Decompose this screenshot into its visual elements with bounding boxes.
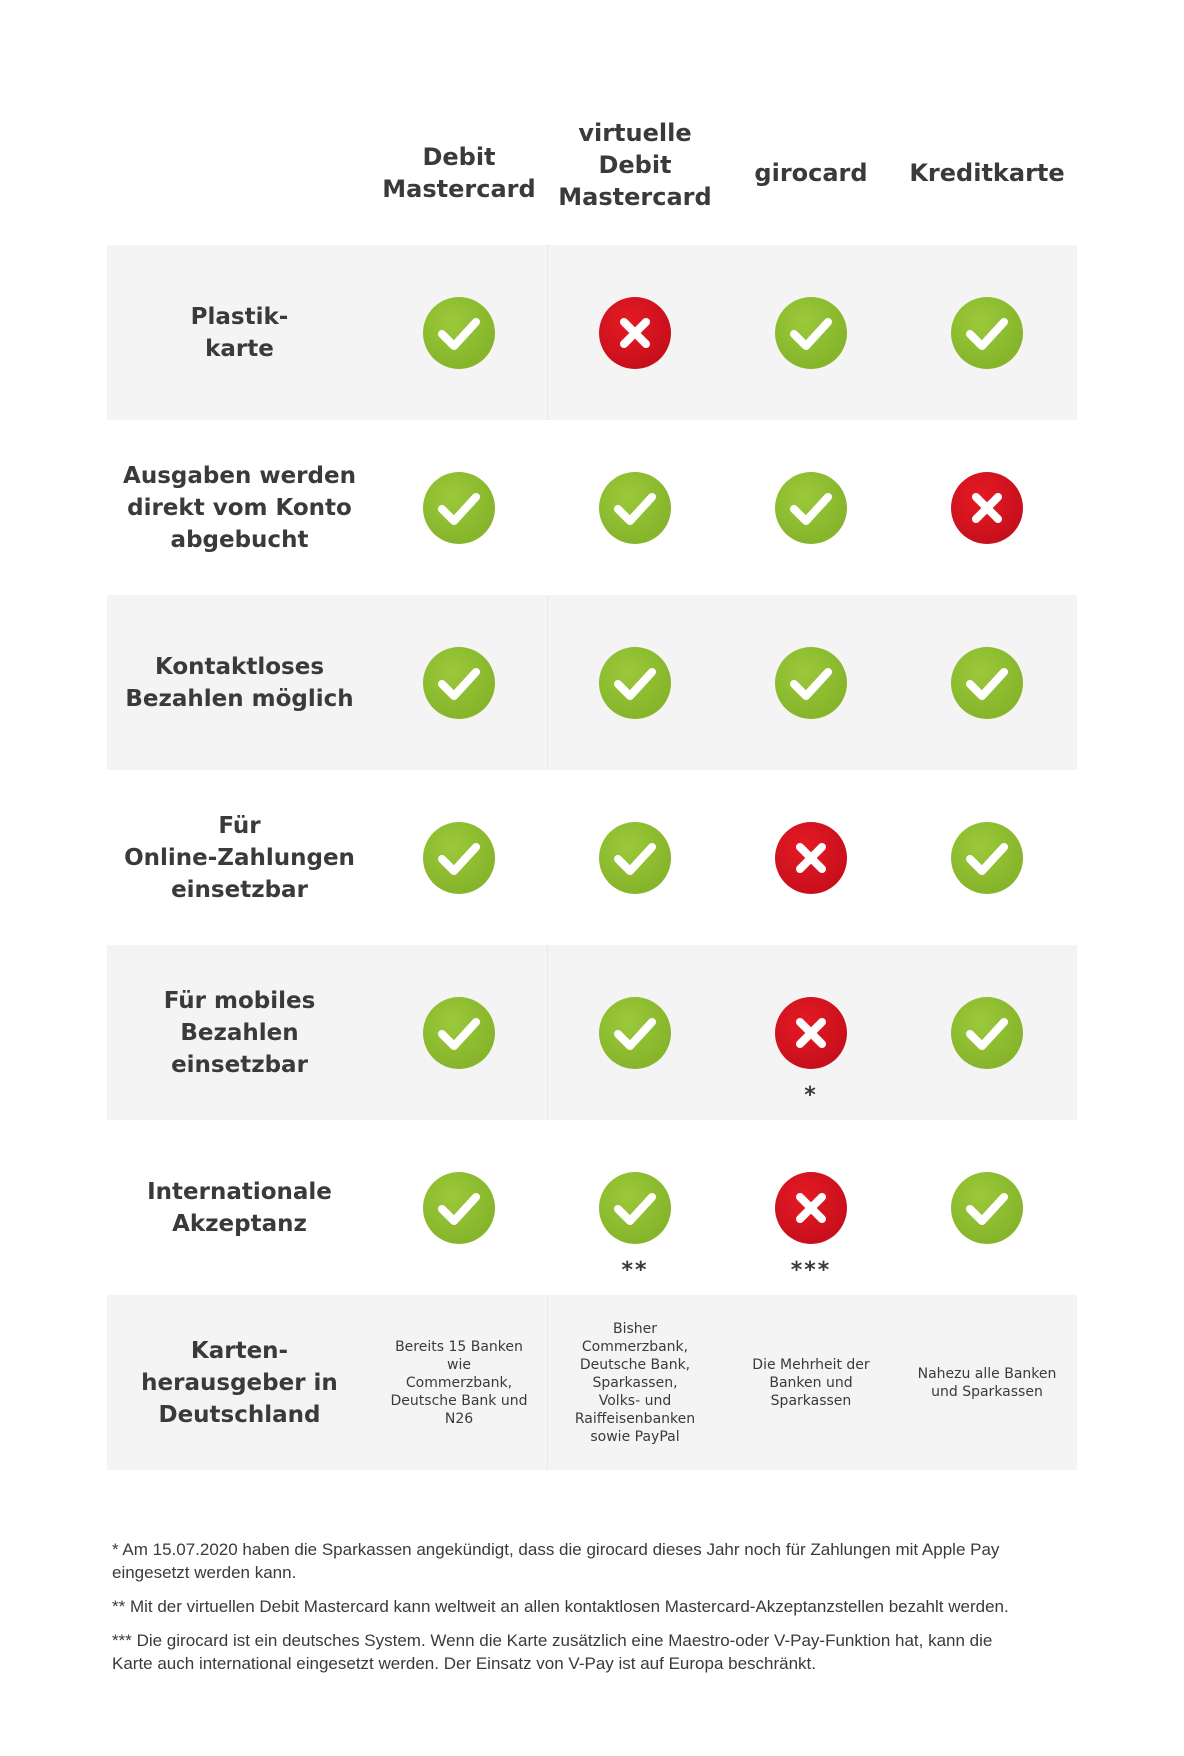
- table-cell: [723, 245, 899, 420]
- check-icon: [951, 822, 1023, 894]
- table-header: [0, 118, 1184, 228]
- table-row: [107, 245, 1077, 420]
- footnotes: [112, 1538, 1092, 1686]
- footnote-marker: ***: [790, 1258, 832, 1283]
- row-label: Plastik- karte: [190, 303, 289, 362]
- issuer-text: Nahezu alle Banken und Sparkassen: [917, 1365, 1057, 1400]
- row-label: Für Online-Zahlungen einsetzbar: [124, 812, 355, 903]
- table-cell: [899, 245, 1075, 420]
- table-cell: [371, 245, 547, 420]
- row-label: Internationale Akzeptanz: [147, 1178, 332, 1237]
- column-header-debit-mastercard: Debit Mastercard: [382, 143, 536, 203]
- check-icon: [951, 297, 1023, 369]
- check-icon: [775, 472, 847, 544]
- column-header-virtual-debit-mastercard: virtuelle Debit Mastercard: [558, 119, 712, 211]
- table-cell: [547, 770, 723, 945]
- check-icon: [775, 297, 847, 369]
- table-cell: [371, 1295, 547, 1470]
- table-cell: [723, 420, 899, 595]
- table-cell: [723, 595, 899, 770]
- cross-icon: [775, 1172, 847, 1244]
- footnote-2: ** Mit der virtuellen Debit Mastercard kann weltweit an allen kontaktlosen Mastercard-Akzeptanzstellen bezahlt werden.: [112, 1597, 1009, 1616]
- table-cell: [899, 1295, 1075, 1470]
- table-cell: [547, 1120, 723, 1295]
- check-icon: [951, 997, 1023, 1069]
- table-cell: [547, 1295, 723, 1470]
- table-cell: [723, 1295, 899, 1470]
- check-icon: [423, 647, 495, 719]
- check-icon: [423, 1172, 495, 1244]
- cross-icon: [775, 997, 847, 1069]
- issuer-text: Bereits 15 Banken wie Commerzbank, Deutsche Bank und N26: [390, 1338, 528, 1427]
- footnote-marker: **: [621, 1258, 649, 1283]
- table-cell: [371, 770, 547, 945]
- table-row: [107, 420, 1077, 595]
- table-cell: [547, 420, 723, 595]
- cross-icon: [775, 822, 847, 894]
- check-icon: [599, 647, 671, 719]
- table-row: [107, 770, 1077, 945]
- row-label: Für mobiles Bezahlen einsetzbar: [163, 987, 316, 1078]
- row-label: Kontaktloses Bezahlen möglich: [125, 653, 354, 712]
- check-icon: [775, 647, 847, 719]
- check-icon: [423, 297, 495, 369]
- table-row: [107, 1120, 1077, 1295]
- check-icon: [423, 997, 495, 1069]
- table-row: [107, 595, 1077, 770]
- table-cell: [723, 1120, 899, 1295]
- check-icon: [423, 472, 495, 544]
- check-icon: [599, 822, 671, 894]
- check-icon: [951, 1172, 1023, 1244]
- table-cell: [899, 420, 1075, 595]
- check-icon: [599, 1172, 671, 1244]
- issuer-text: Bisher Commerzbank, Deutsche Bank, Sparkassen, Volks- und Raiffeisenbanken sowie PayPal: [574, 1320, 696, 1445]
- table-cell: [371, 420, 547, 595]
- table-cell: [371, 1120, 547, 1295]
- column-header-girocard: girocard: [754, 159, 868, 187]
- table-cell: [899, 770, 1075, 945]
- cross-icon: [951, 472, 1023, 544]
- check-icon: [599, 472, 671, 544]
- column-header-kreditkarte: Kreditkarte: [909, 159, 1065, 187]
- table-row: [107, 1295, 1077, 1470]
- row-label: Ausgaben werden direkt vom Konto abgebucht: [123, 462, 356, 553]
- table-cell: [371, 595, 547, 770]
- cross-icon: [599, 297, 671, 369]
- check-icon: [951, 647, 1023, 719]
- table-cell: [547, 595, 723, 770]
- table-cell: [547, 945, 723, 1120]
- check-icon: [423, 822, 495, 894]
- table-cell: [547, 245, 723, 420]
- table-row: [107, 945, 1077, 1120]
- footnote-1: * Am 15.07.2020 haben die Sparkassen angekündigt, dass die girocard dieses Jahr noch für Zahlungen mit Apple Pay eingesetzt werden kann.: [112, 1540, 1000, 1582]
- footnote-marker: *: [804, 1083, 818, 1108]
- table-cell: [899, 1120, 1075, 1295]
- table-cell: [371, 945, 547, 1120]
- table-cell: [899, 945, 1075, 1120]
- table-cell: [723, 945, 899, 1120]
- row-label: Karten- herausgeber in Deutschland: [141, 1337, 338, 1428]
- table-cell: [723, 770, 899, 945]
- table-cell: [899, 595, 1075, 770]
- issuer-text: Die Mehrheit der Banken und Sparkassen: [752, 1356, 870, 1409]
- footnote-3: *** Die girocard ist ein deutsches System. Wenn die Karte zusätzlich eine Maestro-oder V-Pay-Funktion hat, kann die Karte auch international eingesetzt werden. Der Einsatz von V-Pay ist auf Europa beschränkt.: [112, 1631, 993, 1673]
- check-icon: [599, 997, 671, 1069]
